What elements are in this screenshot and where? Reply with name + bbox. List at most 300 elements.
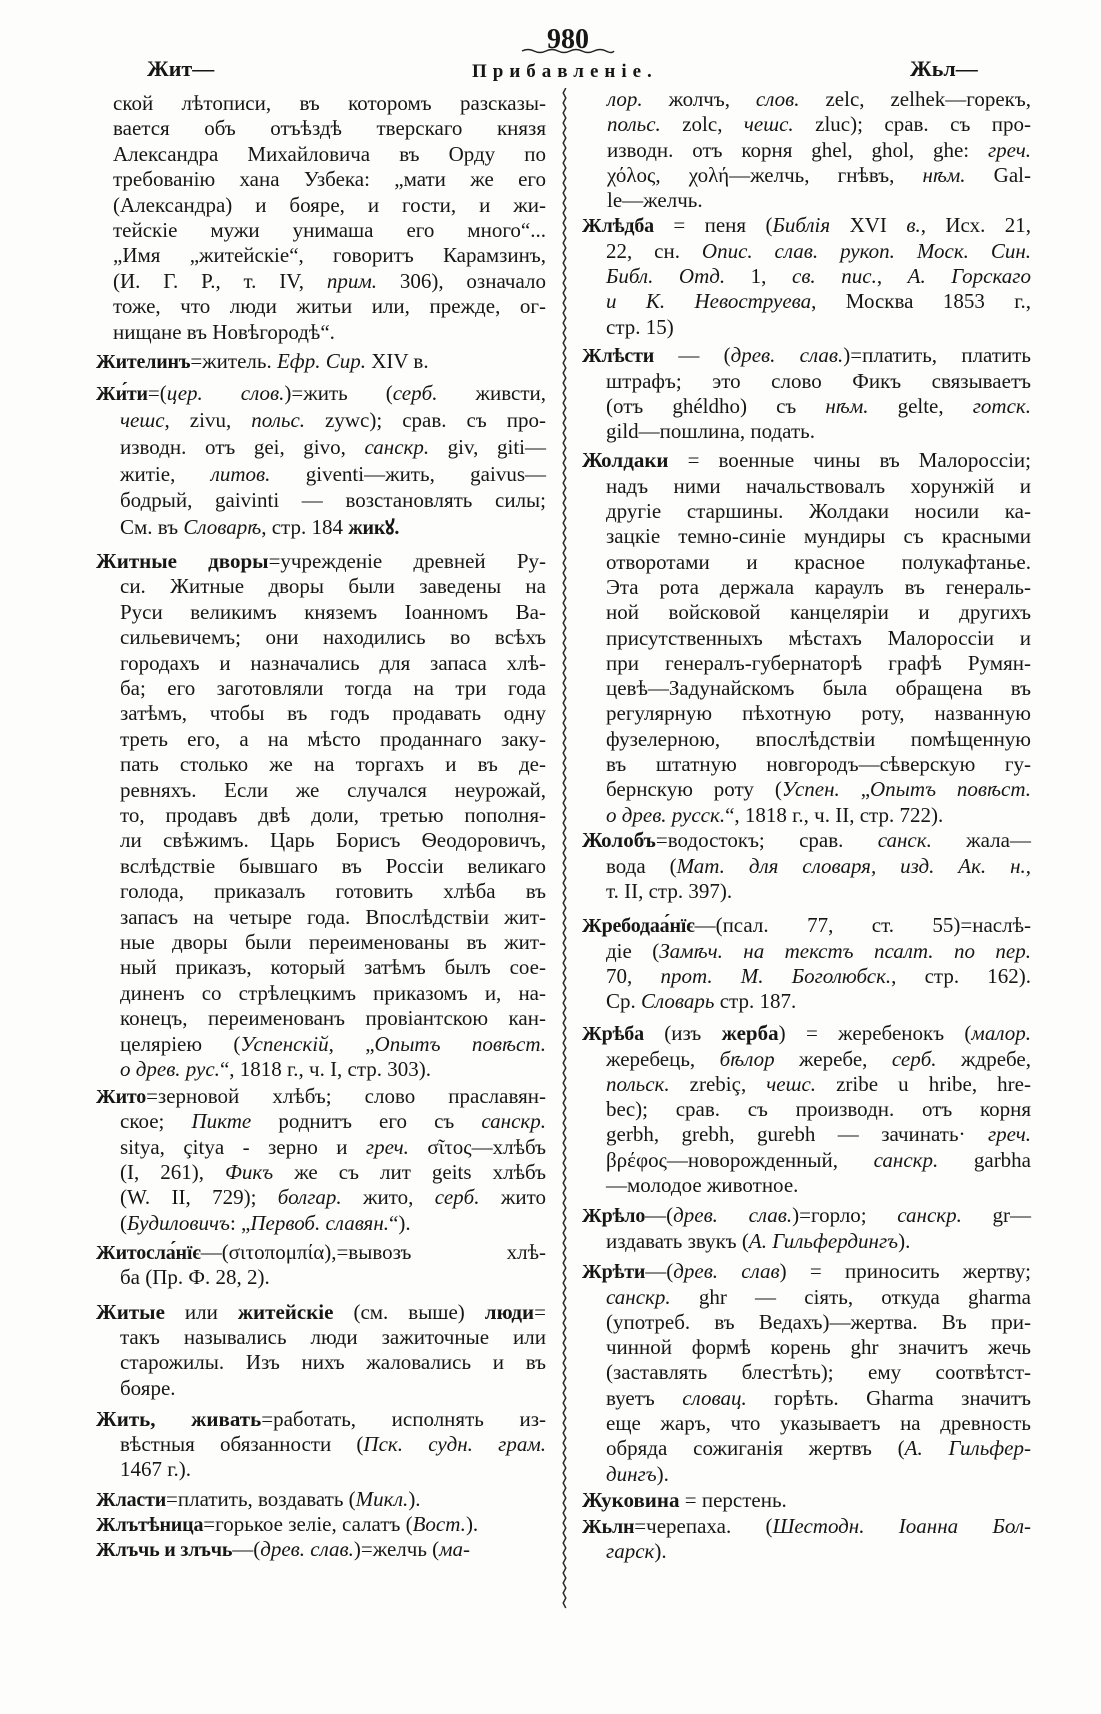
- text: zluc); срав. съ про-: [793, 112, 1031, 137]
- text-line: [582, 474, 1031, 499]
- text: ) = приносить жертву;: [779, 1259, 1031, 1284]
- text: (Александра) и бояре, и гости, и жи-: [113, 192, 546, 217]
- text: ).: [654, 1538, 667, 1563]
- text: garbha: [938, 1147, 1032, 1172]
- headword: Жласти: [96, 1488, 167, 1511]
- text-line: [96, 193, 546, 218]
- text-line: [96, 879, 546, 904]
- italic-text: Ефр. Сир.: [276, 348, 366, 373]
- text-line: [582, 1462, 1031, 1487]
- text: обряда сожиганія жертвъ (: [606, 1436, 905, 1461]
- text: (заставлять блестѣть); ему соотвѣтст-: [606, 1360, 1031, 1385]
- text: , „: [328, 1031, 375, 1056]
- text: См. въ: [120, 515, 184, 540]
- headword: Жьлн: [582, 1515, 635, 1538]
- italic-text: в.: [906, 213, 921, 238]
- text-line: [96, 243, 546, 268]
- italic-text: санскр.: [873, 1147, 939, 1172]
- dictionary-entry: [96, 380, 546, 541]
- italic-text: Библ. Отд.: [606, 264, 726, 289]
- text-line: [96, 167, 546, 192]
- text-line: [582, 550, 1031, 575]
- text: (употреб. въ Ведахъ)—жертва. Въ при-: [606, 1309, 1031, 1334]
- text-line: [96, 461, 546, 488]
- italic-text: цер. слов.: [166, 381, 285, 406]
- dictionary-entry: [96, 1084, 546, 1236]
- text-line: [582, 964, 1031, 989]
- text: т. II, стр. 397).: [606, 879, 733, 903]
- text: въ штатную новгородъ—сѣверскую гу-: [606, 752, 1031, 777]
- text-line: [96, 778, 546, 803]
- dictionary-entry: [582, 1514, 1031, 1565]
- text-line: [582, 213, 1031, 238]
- text: Ср.: [606, 989, 642, 1014]
- italic-text: Пикте: [191, 1109, 252, 1134]
- italic-text: чешс.: [743, 112, 794, 137]
- continued-entry: [96, 91, 546, 345]
- text: (I, 261),: [120, 1160, 226, 1185]
- text: =зерновой хлѣбъ; слово праславян-: [146, 1083, 546, 1108]
- text: ждребе,: [936, 1046, 1032, 1071]
- dictionary-entry: [96, 349, 546, 374]
- text: жала—: [931, 828, 1031, 853]
- text: ) = жеребенокъ (: [778, 1021, 972, 1046]
- text-line: [96, 549, 546, 574]
- text-line: [582, 1514, 1031, 1539]
- text: =: [534, 1299, 546, 1324]
- italic-text: нѣм.: [825, 394, 869, 419]
- text: — (: [654, 343, 731, 368]
- italic-text: Библія: [772, 213, 831, 238]
- text-line: [96, 803, 546, 828]
- italic-text: малор.: [971, 1021, 1031, 1046]
- bold-text: жерба: [721, 1021, 779, 1046]
- text: ).: [656, 1461, 669, 1486]
- left-guide-word: Жит—: [147, 56, 215, 81]
- text-line: [96, 1109, 546, 1134]
- text: (W. II, 729);: [120, 1185, 278, 1210]
- text: —(: [645, 1259, 674, 1284]
- text: “, 1818 г., ч. I, стр. 303).: [219, 1056, 432, 1081]
- italic-text: Микл.: [355, 1486, 409, 1511]
- italic-text: санскр.: [481, 1109, 546, 1134]
- column-divider: [559, 88, 571, 1613]
- text-line: [96, 349, 546, 374]
- text: ghr — сіять, откуда gharma: [670, 1284, 1031, 1309]
- text: такъ назывались люди зажиточные или: [120, 1324, 546, 1349]
- text: чинной формѣ корень ghr значитъ жечь: [606, 1335, 1031, 1360]
- dictionary-entry: [582, 913, 1031, 1014]
- italic-text: А. Горскаго: [907, 264, 1031, 289]
- text: сильевичемъ; они находились во всѣхъ: [120, 625, 546, 650]
- text: zribe u hribe, hre-: [816, 1071, 1031, 1096]
- dictionary-entry: [582, 1259, 1031, 1487]
- text: вода (: [606, 853, 677, 878]
- headword: Жрѣба: [582, 1023, 644, 1046]
- text: то, продавъ двѣ доли, третью пополня-: [120, 802, 546, 827]
- headword: Жрѣло: [582, 1205, 646, 1228]
- text: zelc, zelhek—горекъ,: [799, 87, 1031, 111]
- text-line: [582, 651, 1031, 676]
- text: XVI: [830, 213, 907, 238]
- italic-text: А. Гильфер-: [904, 1436, 1031, 1461]
- dictionary-entry: [96, 1300, 546, 1402]
- text: ,: [1025, 853, 1031, 878]
- italic-text: А. Гильфердингъ: [748, 1228, 899, 1253]
- text-line: [582, 777, 1031, 802]
- italic-text: чешс: [120, 408, 165, 433]
- text: Эта рота держала караулъ въ генераль-: [606, 574, 1031, 599]
- section-title: Прибавленіе.: [472, 61, 658, 82]
- text-line: [582, 343, 1031, 368]
- text-line: [96, 1211, 546, 1236]
- text: ба (Пр. Ф. 28, 2).: [120, 1265, 270, 1290]
- text-line: [96, 1160, 546, 1185]
- italic-text: гарск: [606, 1538, 655, 1563]
- italic-text: Успенскій: [240, 1031, 329, 1056]
- italic-text: прот. М. Боголюбск.: [660, 963, 892, 988]
- text: sitya, çitya - зерно и: [120, 1134, 366, 1159]
- text: =работать, исполнять из-: [261, 1406, 546, 1431]
- text-line: [96, 1057, 546, 1082]
- text: цевѣ—Задунайскомъ была обращена въ: [606, 676, 1031, 701]
- text-line: [96, 701, 546, 726]
- text: фузелерною, впослѣдствіи помѣщенную: [606, 726, 1031, 751]
- text: =учрежденіе древней Ру-: [268, 549, 546, 574]
- text: )=жить (: [284, 381, 393, 406]
- text-line: [96, 116, 546, 141]
- text: ской лѣтописи, въ которомъ разсказы-: [113, 91, 546, 115]
- dictionary-entry: [96, 1407, 546, 1483]
- text: діе (: [606, 938, 660, 963]
- text: —(: [232, 1537, 261, 1562]
- text-line: [96, 514, 546, 541]
- text-line: [96, 1084, 546, 1109]
- text: же съ лит geits хлѣбъ: [273, 1160, 546, 1185]
- text: ревняхъ. Если же случался неурожай,: [120, 777, 546, 802]
- text-line: [582, 112, 1031, 137]
- italic-text: готск.: [972, 394, 1031, 419]
- text: ).: [898, 1228, 911, 1253]
- italic-text: и К. Невоструева: [606, 289, 812, 314]
- text-line: [582, 1285, 1031, 1310]
- italic-text: серб.: [891, 1046, 937, 1071]
- text: 1,: [725, 264, 792, 289]
- text: стр. 187.: [714, 989, 797, 1014]
- text-line: [582, 138, 1031, 163]
- text: жито: [479, 1185, 546, 1210]
- text: тейскіе мужи унимаша его много“...: [113, 217, 546, 242]
- text: zolc,: [660, 112, 744, 137]
- text: городахъ и назначались для запаса хлѣ-: [120, 650, 546, 675]
- text-line: [582, 1539, 1031, 1564]
- text: XIV в.: [365, 348, 429, 373]
- dictionary-entry: [96, 1512, 546, 1537]
- text-line: [96, 981, 546, 1006]
- text: (отъ ghéldho) съ: [606, 394, 826, 419]
- right-guide-word: Жьл—: [910, 56, 978, 81]
- text-line: [96, 574, 546, 599]
- text-line: [582, 600, 1031, 625]
- text-line: [96, 1185, 546, 1210]
- headword: Жито: [96, 1085, 147, 1108]
- dictionary-entry: [582, 213, 1031, 339]
- italic-text: польс.: [607, 112, 661, 137]
- text: σῖτος—хлѣбъ: [408, 1134, 546, 1159]
- text: конецъ, переименованъ провіантскою кан-: [120, 1006, 546, 1031]
- text-line: [96, 1135, 546, 1160]
- text: (: [120, 1210, 127, 1235]
- headword: Жлъчь и злъчь: [96, 1539, 233, 1562]
- bold-text: Житые: [96, 1299, 165, 1324]
- italic-text: греч.: [987, 1122, 1031, 1147]
- text-line: [582, 727, 1031, 752]
- text: штрафъ; это слово Фикъ связываетъ: [606, 368, 1031, 393]
- italic-text: греч.: [987, 137, 1031, 162]
- text: „: [839, 777, 871, 802]
- text: ).: [465, 1511, 479, 1536]
- italic-text: чешс.: [766, 1071, 817, 1096]
- text: вѣстныя обязанности (: [120, 1431, 364, 1456]
- text-line: [96, 1325, 546, 1350]
- text: другіе старшины. Жолдаки носили ка-: [606, 499, 1031, 524]
- text: пать столько же на торгахъ и въ де-: [120, 752, 546, 777]
- text: , Москва 1853 г.,: [811, 289, 1032, 314]
- text-line: [582, 1148, 1031, 1173]
- italic-text: польс.: [251, 408, 306, 433]
- italic-text: бѣлор: [719, 1046, 775, 1071]
- text: тоже, что люди житьи или, прежде, ог-: [113, 294, 546, 319]
- italic-text: Словарѣ: [183, 515, 262, 540]
- text: —(: [645, 1203, 674, 1228]
- dictionary-entry: [582, 1203, 1031, 1254]
- dictionary-entry: [582, 828, 1031, 904]
- text-line: [96, 625, 546, 650]
- text: le—желчь.: [607, 188, 703, 213]
- text: старожилы. Изъ нихъ жаловались и въ: [120, 1350, 546, 1375]
- headword: жикꙋ.: [348, 517, 400, 540]
- text-line: [582, 879, 1031, 904]
- headword: Жребодаа́нїє: [582, 915, 695, 938]
- text: —(σιτοπομπία),=вывозъ хлѣ-: [200, 1239, 546, 1264]
- text-line: [582, 1360, 1031, 1385]
- text: gr—: [961, 1203, 1031, 1228]
- text-line: [582, 1122, 1031, 1147]
- left-column: [96, 91, 546, 1563]
- text: zywc); срав. съ про-: [305, 408, 547, 433]
- dictionary-entry: [582, 448, 1031, 827]
- text-line: [96, 1300, 546, 1325]
- italic-text: древ. слав.: [730, 343, 844, 368]
- text-line: [96, 434, 546, 461]
- text-line: [96, 1432, 546, 1457]
- text: bec); срав. съ производн. отъ корня: [606, 1097, 1031, 1122]
- text: 1467 г.).: [120, 1457, 191, 1482]
- text: , zivu,: [164, 408, 252, 433]
- text-line: [582, 369, 1031, 394]
- text: „Имя „житейскіе“, говоритъ Карамзинъ,: [113, 243, 546, 268]
- text: ные дворы были переименованы въ жит-: [120, 929, 546, 954]
- text: бояре.: [120, 1375, 176, 1400]
- text: бодрый, gaivinti — возстановлять силы;: [120, 488, 546, 513]
- text-line: [582, 1203, 1031, 1228]
- text: “, 1818 г., ч. II, стр. 722).: [725, 802, 944, 827]
- text-line: [582, 499, 1031, 524]
- text: —молодое животное.: [606, 1173, 799, 1198]
- text: живсти,: [437, 381, 546, 406]
- text: (см. выше): [333, 1299, 485, 1324]
- text-line: [96, 955, 546, 980]
- text-line: [582, 1259, 1031, 1284]
- headword: Жрѣти: [582, 1261, 646, 1284]
- italic-text: санскр.: [897, 1203, 962, 1228]
- italic-text: древ. слав.: [673, 1203, 793, 1228]
- text-line: [582, 989, 1031, 1014]
- text: , стр. 162).: [891, 963, 1032, 988]
- page-number-underline: [520, 46, 616, 56]
- italic-text: лор.: [607, 87, 643, 111]
- italic-text: серб.: [392, 381, 438, 406]
- italic-text: польск.: [606, 1071, 670, 1096]
- text: жито,: [341, 1185, 435, 1210]
- bold-text: Жить, живать: [96, 1406, 262, 1431]
- text: регулярную пѣхотную роту, названную: [606, 701, 1031, 726]
- text: 70,: [606, 963, 661, 988]
- text: )=платить, платить: [843, 343, 1031, 368]
- text: —(псал. 77, ст. 55)=наслѣ-: [694, 913, 1031, 938]
- text-line: [96, 1350, 546, 1375]
- text-line: [96, 905, 546, 930]
- text-line: [582, 524, 1031, 549]
- text-line: [582, 752, 1031, 777]
- italic-text: о древ. рус.: [120, 1056, 220, 1081]
- text: вуетъ: [606, 1385, 683, 1410]
- italic-text: литов.: [210, 461, 271, 486]
- italic-text: греч.: [365, 1134, 409, 1159]
- italic-text: серб.: [434, 1185, 480, 1210]
- bold-text: Жолобъ: [582, 828, 656, 853]
- text-line: [96, 1032, 546, 1057]
- text-line: [582, 315, 1031, 340]
- text: gelte,: [868, 394, 973, 419]
- text-line: [96, 930, 546, 955]
- text: ной войсковой канцеляріи и другихъ: [606, 600, 1031, 625]
- text: надъ ними начальствовалъ хорунжій и: [606, 473, 1031, 498]
- text: ).: [408, 1486, 421, 1511]
- text: ,: [876, 264, 908, 289]
- text-line: [582, 1436, 1031, 1461]
- text-line: [96, 487, 546, 514]
- text-line: [582, 1229, 1031, 1254]
- italic-text: Пск. судн. грам.: [363, 1431, 546, 1456]
- text-line: [582, 676, 1031, 701]
- italic-text: санскр.: [364, 434, 430, 459]
- text: стр. 15): [606, 314, 674, 339]
- text: =черепаха. (: [634, 1513, 773, 1538]
- text: 22, сн.: [606, 238, 702, 263]
- text: Gal-: [965, 162, 1031, 187]
- italic-text: санскр.: [606, 1284, 671, 1309]
- text: треть его, а на мѣсто проданнаго заку-: [120, 726, 546, 751]
- text-line: [582, 701, 1031, 726]
- dictionary-entry: [582, 1021, 1031, 1198]
- bold-text: люди: [484, 1299, 535, 1324]
- text-line: [96, 320, 546, 345]
- text: издавать звукъ (: [606, 1228, 749, 1253]
- italic-text: Опытъ повѣст.: [870, 777, 1031, 802]
- text-line: [582, 854, 1031, 879]
- text: бернскую роту (: [606, 777, 782, 802]
- text: ба; его заготовляли тогда на три года: [120, 676, 546, 701]
- text: (И. Г. Р., т. IV,: [113, 268, 327, 293]
- text: )=желчь (: [353, 1537, 440, 1562]
- headword: Жлѣсти: [582, 345, 655, 368]
- italic-text: Замѣч. на текстъ псалт. по пер.: [659, 938, 1031, 963]
- text-line: [96, 1407, 546, 1432]
- text: си. Житные дворы были заведены на: [120, 574, 546, 599]
- text-line: [96, 1376, 546, 1401]
- text-line: [582, 163, 1031, 188]
- italic-text: древ. слав.: [260, 1537, 354, 1562]
- italic-text: словац.: [682, 1385, 747, 1410]
- text: при генералъ-губернаторѣ графѣ Румян-: [606, 650, 1031, 675]
- text-line: [96, 651, 546, 676]
- text: , Исх. 21,: [920, 213, 1031, 238]
- text-line: [96, 600, 546, 625]
- text: вается объ отъѣздѣ тверскаго князя: [113, 116, 546, 141]
- italic-text: Вост.: [412, 1511, 466, 1536]
- text-line: [582, 1488, 1031, 1513]
- text: giventi—жить, gaivus—: [270, 461, 546, 486]
- italic-text: Шестодн. Іоанна Бол-: [772, 1513, 1031, 1538]
- text-line: [96, 727, 546, 752]
- text-line: [96, 1265, 546, 1290]
- text: требованію хана Узбека: „мати же его: [113, 167, 546, 192]
- text-line: [582, 1021, 1031, 1046]
- text: отворотами и красное полукафтанье.: [606, 549, 1031, 574]
- right-column: [582, 87, 1031, 1564]
- text: )=горло;: [792, 1203, 898, 1228]
- italic-text: Первоб. славян.: [250, 1210, 389, 1235]
- italic-text: нѣм.: [922, 162, 966, 187]
- dictionary-entry: [582, 1488, 1031, 1513]
- headword: Жи́ти: [96, 383, 148, 406]
- text: нищане въ Новѣгородѣ“.: [113, 319, 335, 344]
- text-line: [582, 828, 1031, 853]
- text-line: [582, 1310, 1031, 1335]
- dictionary-entry: [582, 343, 1031, 444]
- text-line: [96, 1457, 546, 1482]
- text-line: [96, 854, 546, 879]
- text: “).: [389, 1210, 411, 1235]
- text: =горькое зеліе, салатъ (: [203, 1511, 413, 1536]
- text-line: [96, 269, 546, 294]
- italic-text: слов.: [755, 87, 800, 111]
- text: =(: [147, 381, 167, 406]
- text: zrebiç,: [669, 1071, 767, 1096]
- text: вслѣдствіе бывшаго въ Россіи великаго: [120, 853, 546, 878]
- text-line: [582, 264, 1031, 289]
- dictionary-entry: [96, 1537, 546, 1562]
- bold-text: Жолдаки: [582, 448, 669, 473]
- italic-text: Успен.: [781, 777, 840, 802]
- text-line: [96, 91, 546, 116]
- italic-text: Словарь: [641, 989, 715, 1014]
- text-line: [96, 828, 546, 853]
- text-line: [582, 626, 1031, 651]
- italic-text: ма-: [439, 1537, 471, 1562]
- text-line: [582, 289, 1031, 314]
